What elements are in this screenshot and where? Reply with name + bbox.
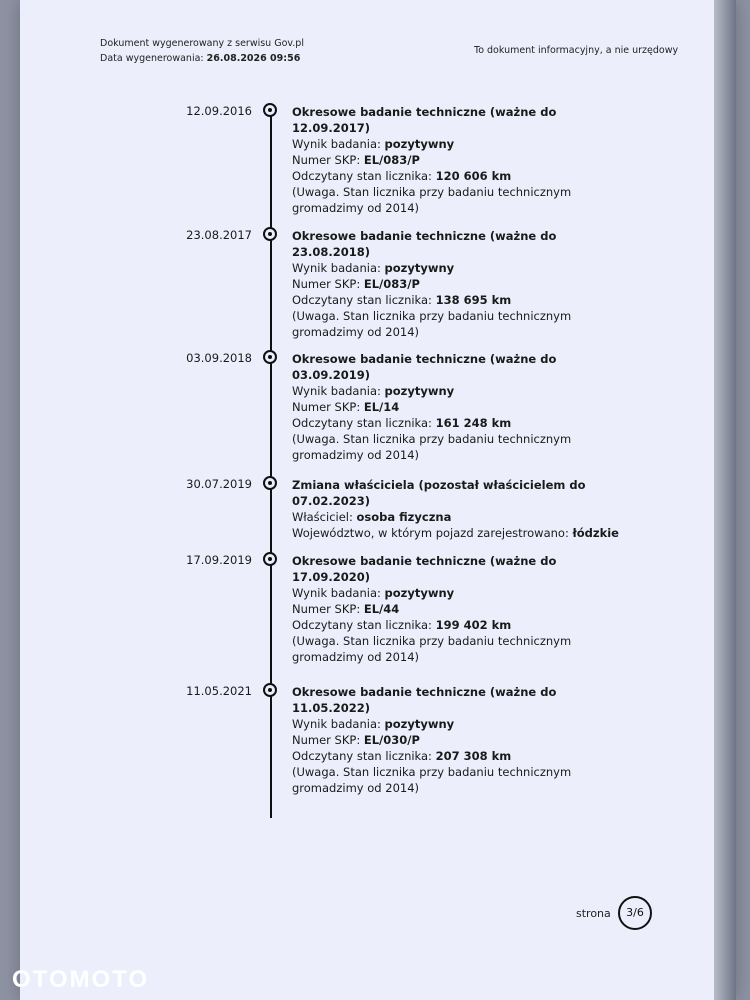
document-header xyxy=(100,36,304,66)
entry-note: (Uwaga. Stan licznika przy badaniu technicznym gromadzimy od 2014) xyxy=(292,765,572,795)
entry-title: Zmiana właściciela (pozostał właścicielem do 07.02.2023) xyxy=(292,478,586,508)
page-edge-shadow xyxy=(714,0,736,1000)
entry-date: 17.09.2019 xyxy=(186,553,252,567)
entry-details xyxy=(292,104,632,216)
entry-title: Okresowe badanie techniczne (ważne do 12.09.2017) xyxy=(292,105,557,135)
entry-title: Okresowe badanie techniczne (ważne do 17.09.2020) xyxy=(292,554,557,584)
generated-source: Dokument wygenerowany z serwisu Gov.pl xyxy=(100,38,304,49)
entry-title: Okresowe badanie techniczne (ważne do 11.05.2022) xyxy=(292,685,557,715)
entry-title: Okresowe badanie techniczne (ważne do 23.08.2018) xyxy=(292,229,557,259)
generated-date-value: 26.08.2026 09:56 xyxy=(206,53,301,64)
timeline-dot-icon xyxy=(263,227,277,241)
page-label: strona xyxy=(576,907,611,920)
entry-note: (Uwaga. Stan licznika przy badaniu technicznym gromadzimy od 2014) xyxy=(292,185,572,215)
entry-title: Okresowe badanie techniczne (ważne do 03.09.2019) xyxy=(292,352,557,382)
entry-details xyxy=(292,351,632,463)
entry-note: (Uwaga. Stan licznika przy badaniu technicznym gromadzimy od 2014) xyxy=(292,634,572,664)
entry-date: 03.09.2018 xyxy=(186,351,252,365)
entry-details xyxy=(292,553,632,665)
entry-result: Wynik badania: pozytywny xyxy=(292,586,455,600)
entry-odometer: Odczytany stan licznika: 138 695 km xyxy=(292,293,512,307)
entry-details xyxy=(292,477,632,541)
otomoto-watermark-logo: OTOMOTO xyxy=(12,966,150,993)
entry-note: (Uwaga. Stan licznika przy badaniu technicznym gromadzimy od 2014) xyxy=(292,432,572,462)
entry-skp-number: Numer SKP: EL/083/P xyxy=(292,277,420,291)
entry-odometer: Odczytany stan licznika: 120 606 km xyxy=(292,169,512,183)
generated-date xyxy=(100,51,304,66)
entry-note: (Uwaga. Stan licznika przy badaniu technicznym gromadzimy od 2014) xyxy=(292,309,572,339)
entry-result: Wynik badania: pozytywny xyxy=(292,137,455,151)
page-number: 3/6 xyxy=(618,896,652,930)
entry-details xyxy=(292,684,632,796)
entry-skp-number: Numer SKP: EL/44 xyxy=(292,602,400,616)
entry-skp-number: Numer SKP: EL/030/P xyxy=(292,733,420,747)
entry-date: 30.07.2019 xyxy=(186,477,252,491)
timeline-dot-icon xyxy=(263,476,277,490)
informational-notice: To dokument informacyjny, a nie urzędowy xyxy=(474,45,679,56)
entry-result: Wynik badania: pozytywny xyxy=(292,717,455,731)
timeline-dot-icon xyxy=(263,552,277,566)
entry-date: 12.09.2016 xyxy=(186,104,252,118)
entry-skp-number: Numer SKP: EL/14 xyxy=(292,400,400,414)
entry-odometer: Odczytany stan licznika: 199 402 km xyxy=(292,618,512,632)
entry-owner: Właściciel: osoba fizyczna xyxy=(292,510,452,524)
generated-date-label: Data wygenerowania: xyxy=(100,53,204,64)
entry-odometer: Odczytany stan licznika: 207 308 km xyxy=(292,749,512,763)
timeline-dot-icon xyxy=(263,350,277,364)
entry-voivodeship: Województwo, w którym pojazd zarejestrowano: łódzkie xyxy=(292,526,619,540)
timeline-dot-icon xyxy=(263,683,277,697)
entry-date: 11.05.2021 xyxy=(186,684,252,698)
entry-result: Wynik badania: pozytywny xyxy=(292,384,455,398)
timeline-dot-icon xyxy=(263,103,277,117)
entry-odometer: Odczytany stan licznika: 161 248 km xyxy=(292,416,512,430)
entry-date: 23.08.2017 xyxy=(186,228,252,242)
timeline-line xyxy=(270,110,272,818)
entry-details xyxy=(292,228,632,340)
entry-skp-number: Numer SKP: EL/083/P xyxy=(292,153,420,167)
entry-result: Wynik badania: pozytywny xyxy=(292,261,455,275)
